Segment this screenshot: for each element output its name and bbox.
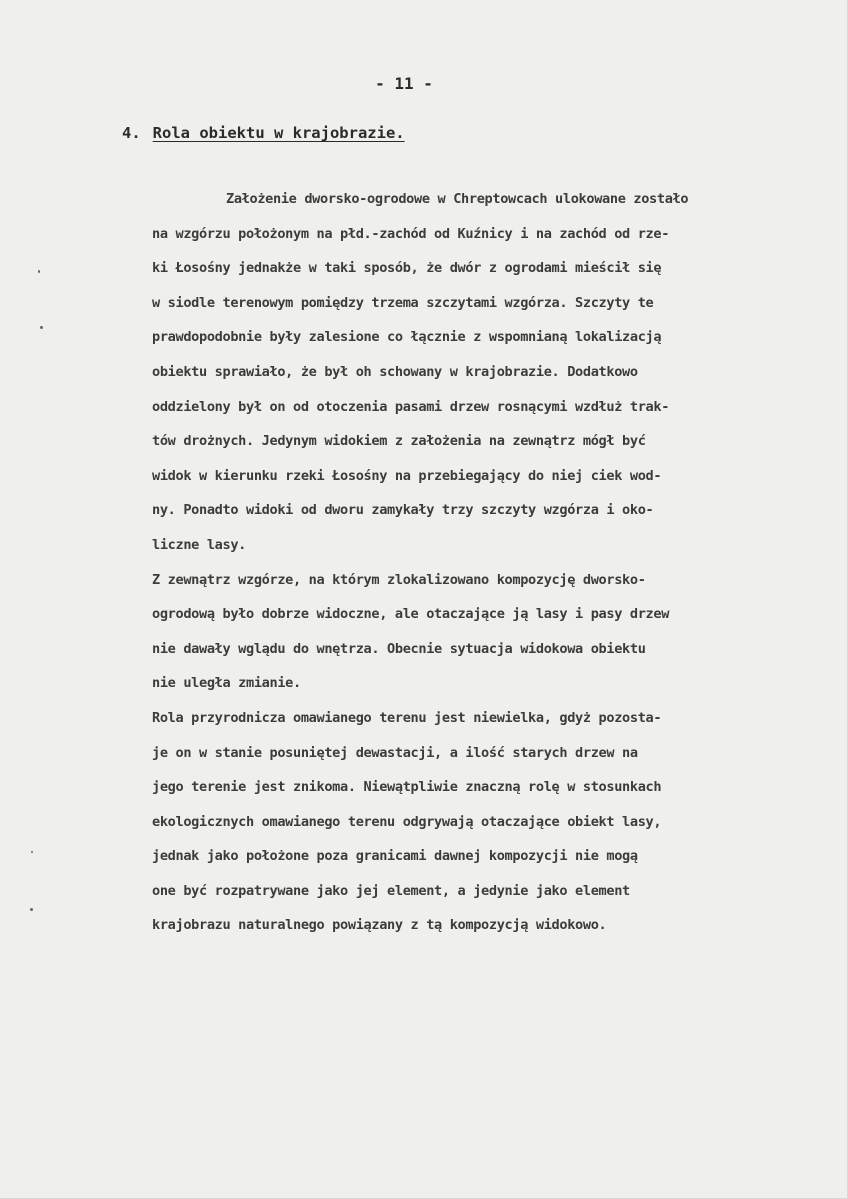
text-line: krajobrazu naturalnego powiązany z tą kompozycją widokowo. [152,917,607,934]
section-title: Rola obiektu w krajobrazie. [152,124,405,142]
text-line: na wzgórzu położonym na płd.-zachód od Kuźnicy i na zachód od rze- [152,225,670,242]
text-line: nie dawały wglądu do wnętrza. Obecnie sytuacja widokowa obiektu [152,640,646,657]
text-line: ki Łosośny jednakże w taki sposób, że dwór z ogrodami mieścił się [152,260,662,277]
text-line: ogrodową było dobrze widoczne, ale otaczające ją lasy i pasy drzew [152,606,670,623]
text-line: w siodle terenowym pomiędzy trzema szczytami wzgórza. Szczyty te [152,294,654,311]
text-line: jednak jako położone poza granicami dawnej kompozycji nie mogą [152,848,638,865]
scan-speck [38,270,40,273]
text-line: tów drożnych. Jedynym widokiem z założenia na zewnątrz mógł być [152,433,646,450]
scan-speck [40,326,43,329]
section-number: 4. [122,124,141,142]
text-line: Założenie dworsko-ogrodowe w Chreptowcach ulokowane zostało [226,191,689,207]
text-line: Z zewnątrz wzgórze, na którym zlokalizowano kompozycję dworsko- [152,571,646,588]
text-line: ekologicznych omawianego terenu odgrywają otaczające obiekt lasy, [152,813,662,830]
text-line: widok w kierunku rzeki Łosośny na przebiegający do niej ciek wod- [152,467,662,484]
text-line: oddzielony był on od otoczenia pasami drzew rosnącymi wzdłuż trak- [152,398,670,415]
scan-speck [30,908,33,911]
scan-speck [31,851,33,853]
section-heading [122,124,405,142]
text-line: liczne lasy. [152,536,247,553]
text-line: one być rozpatrywane jako jej element, a jedynie jako element [152,882,630,899]
body-text [152,182,834,943]
text-line: nie uległa zmianie. [152,675,301,692]
text-line: obiektu sprawiało, że był oh schowany w krajobrazie. Dodatkowo [152,363,638,380]
text-line: je on w stanie posuniętej dewastacji, a ilość starych drzew na [152,744,638,761]
text-line: prawdopodobnie były zalesione co łącznie z wspomnianą lokalizacją [152,329,662,346]
text-line: Rola przyrodnicza omawianego terenu jest niewielka, gdyż pozosta- [152,709,662,726]
text-line: ny. Ponadto widoki od dworu zamykały trzy szczyty wzgórza i oko- [152,502,654,519]
text-line: jego terenie jest znikoma. Niewątpliwie znaczną rolę w stosunkach [152,779,662,796]
page-number: - 11 - [375,74,433,93]
